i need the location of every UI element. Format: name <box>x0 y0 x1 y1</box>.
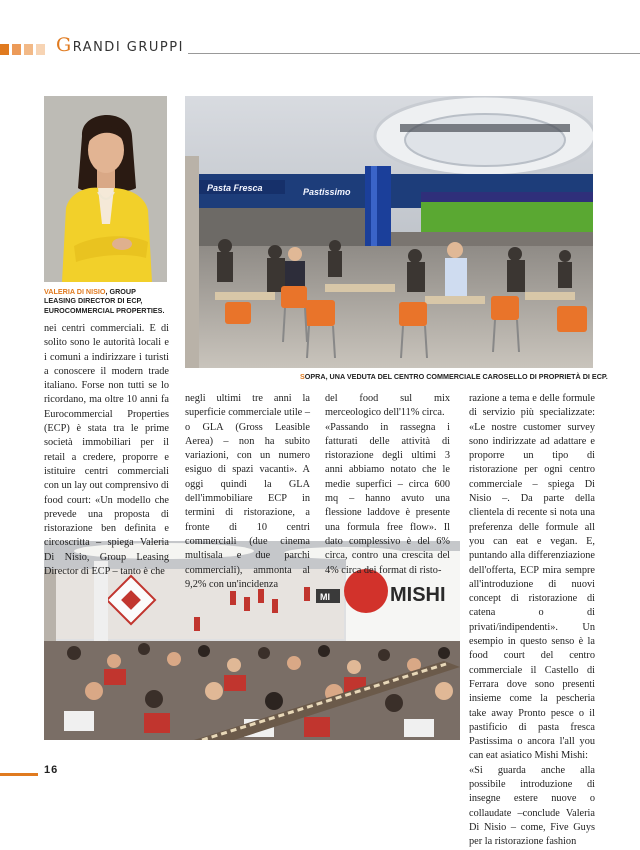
sign-pastissimo: Pastissimo <box>303 187 351 197</box>
header-square <box>12 44 21 55</box>
section-title-initial: G <box>56 34 73 56</box>
paragraph: del food sul mix merceologico dell'11% circa. <box>325 393 450 419</box>
caption-initial: V <box>44 287 49 296</box>
paragraph: «Si guarda anche alla possibile introduzione di insegne estere nuove o collaudate –conclude Valeria Di Nisio – come, Five Guys per la ristorazione fashion <box>469 764 595 848</box>
text-column-4 <box>469 392 595 850</box>
mishi-sign: MISHI <box>390 584 446 606</box>
footer-accent-bar <box>0 773 38 776</box>
section-title-rest: RANDI GRUPPI <box>72 40 184 55</box>
caption-name: ALERIA DI NISIO <box>48 287 106 296</box>
food-court-photo-carosello <box>185 96 593 368</box>
portrait-illustration <box>44 96 167 282</box>
food-court-illustration <box>185 96 593 368</box>
paragraph: negli ultimi tre anni la superficie commerciale utile – o GLA (Gross Leasible Aerea) – non ha subito variazioni, con un numero esiguo di spazi vacanti». A oggi quindi la GLA dell'immobiliare ECP in termini di ristorazione, a fronte di 10 centri commerciali (due cinema multisala e due parchi commerciali), ammonta al 9,2% con un'incidenza <box>185 393 310 590</box>
text-column-3 <box>325 392 450 578</box>
main-photo-caption <box>300 372 608 381</box>
header-square <box>24 44 33 55</box>
text-column-2 <box>185 392 310 592</box>
caption-role: , GROUP LEASING DIRECTOR DI ECP, EUROCOMMERCIAL PROPERTIES. <box>44 287 165 315</box>
header-squares <box>0 44 45 55</box>
header-square <box>0 44 9 55</box>
header-square <box>36 44 45 55</box>
paragraph: nei centri commerciali. E di solito sono le autorità locali e i comuni a indirizzare i turisti a conoscere il modern trade italiano. Forse non tutti se lo ricordano, ma oltre 10 anni fa Eurocommercial Properties (ECP) è stata tra le prime società immobiliari per il retail a credere, proporre e istituire centri commerciali con un lay out comprensivo di food court: «Un modello che prevede una proposta di ristorazione ben definita e circoscritta – spiega Valeria Di Nisio, Group Leasing Director di ECP – tanto è che <box>44 323 169 578</box>
small-sign: MI <box>320 592 330 602</box>
text-column-1 <box>44 322 169 579</box>
portrait-photo <box>44 96 167 282</box>
paragraph: «Passando in rassegna i fatturati delle attività di ristorazione degli ultimi 3 anni abbiamo notato che le medie superfici – circa 600 mq – hanno avuto una flessione laddove è presente una formula free flow». Il dato complessivo è del 6% circa, contro una crescita del 4% circa dei format di risto- <box>325 421 450 576</box>
main-caption-initial: S <box>300 372 305 381</box>
main-caption-text: OPRA, UNA VEDUTA DEL CENTRO COMMERCIALE CAROSELLO DI PROPRIETÀ DI ECP. <box>304 372 608 381</box>
page-number: 16 <box>44 764 59 776</box>
header-rule <box>188 53 640 54</box>
section-title <box>56 34 184 56</box>
sign-pasta-fresca: Pasta Fresca <box>207 183 263 193</box>
paragraph: razione a tema e delle formule di servizio più specializzate: «Le nostre customer survey sono indirizzate ad adattare e proporre un tipo di ristorazione per ogni centro commerciale – spiega Di Nisio –. Da parte della clientela di recente si nota una preferenza delle formule all you can eat e vegan. E, puntando alla differenziazione dell'offerta, ECP mira sempre all'introduzione di nuovi concept di ristorazione di catena o di privati/indipendenti». Un esempio in questo senso è la food court del centro commerciale il Castello di Ferrara dove sono presenti insieme come la pescheria take away Pronto pesce o il pastificio di pasta fresca Pastissima o ancora l'all you can eat asiatico Mishi Mishi: <box>469 393 595 762</box>
portrait-caption <box>44 287 169 315</box>
